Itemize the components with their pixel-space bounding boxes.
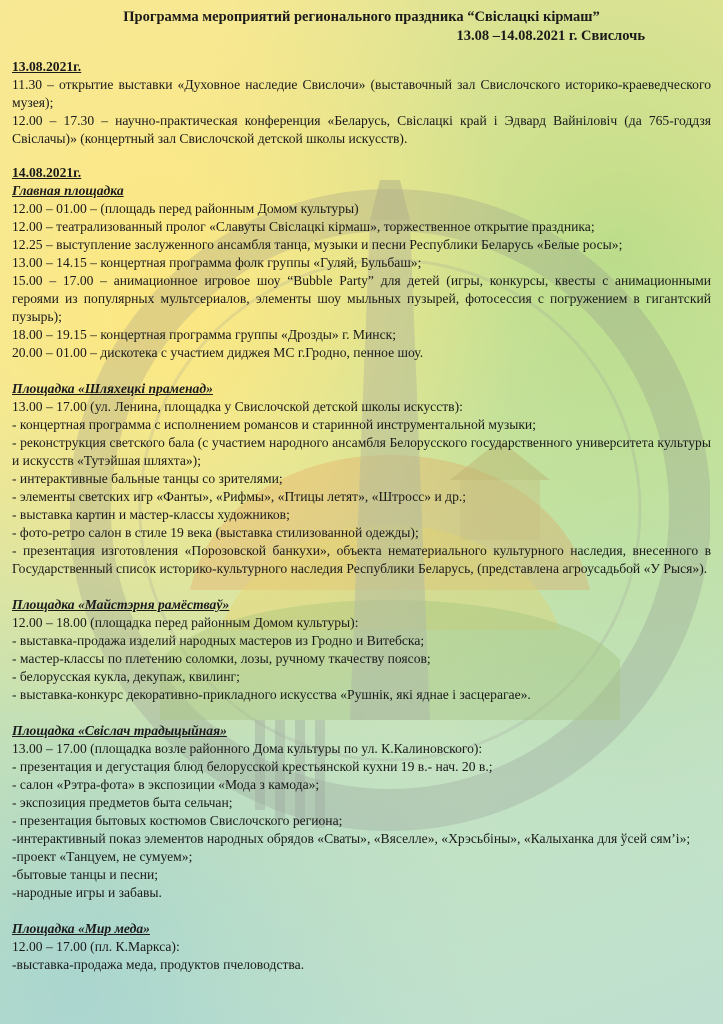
day1-item: 11.30 – открытие выставки «Духовное наследие Свислочи» (выставочный зал Свислочского историко-краеведческого музея); [12,77,711,110]
venue-shlyakhetski-item: - интерактивные бальные танцы со зрителями; [12,471,283,486]
venue-maisternia-item: - белорусская кукла, декупаж, квилинг; [12,669,240,684]
venue-main-item: 12.00 – театрализованный пролог «Славуты Свіслацкі кірмаш», торжественное открытие праздника; [12,219,595,234]
venue-main-item: 15.00 – 17.00 – анимационное игровое шоу “Bubble Party” для детей (игры, конкурсы, квесты с анимационными героями из популярных мультсериалов, элементы шоу мыльных пузырей, фотосессия с погружением в гигантский пузырь); [12,273,711,324]
venue-shlyakhetski-item: - презентация изготовления «Порозовской банкухи», объекта нематериального культурного наследия, внесенного в Государственный список историко-культурного наследия Республики Беларусь, (представлена агроусадьбой «У Рыся»). [12,543,711,576]
venue-shlyakhetski-item: - фото-ретро салон в стиле 19 века (выставка стилизованной одежды); [12,525,419,540]
venue-traditional-item: -бытовые танцы и песни; [12,867,159,882]
venue-maisternia-item: 12.00 – 18.00 (площадка перед районным Домом культуры): [12,615,359,630]
venue-honey-title: Площадка «Мир меда» [12,921,150,936]
venue-main-item: 12.25 – выступление заслуженного ансамбля танца, музыки и песни Республики Беларусь «Белые росы»; [12,237,623,252]
venue-main-item: 18.00 – 19.15 – концертная программа группы «Дрозды» г. Минск; [12,327,396,342]
venue-traditional-item: 13.00 – 17.00 (площадка возле районного Дома культуры по ул. К.Калиновского): [12,741,483,756]
venue-honey-item: 12.00 – 17.00 (пл. К.Маркса): [12,939,180,954]
event-dates-location: 13.08 –14.08.2021 г. Свислочь [456,28,645,44]
venue-maisternia-item: - выставка-продажа изделий народных мастеров из Гродно и Витебска; [12,633,425,648]
venue-traditional-item: -проект «Танцуем, не сумуем»; [12,849,193,864]
day1-date: 13.08.2021г. [12,59,82,74]
venue-traditional-item: - презентация бытовых костюмов Свислочского региона; [12,813,343,828]
venue-maisternia-item: - мастер-классы по плетению соломки, лозы, ручному ткачеству поясов; [12,651,431,666]
venue-traditional-title: Площадка «Свіслач традыцыйная» [12,723,227,738]
venue-main-title: Главная площадка [12,183,124,198]
venue-shlyakhetski-item: - концертная программа с исполнением романсов и старинной инструментальной музыки; [12,417,536,432]
venue-shlyakhetski-item: - реконструкция светского бала (с участием народного ансамбля Белорусского государственного университета культуры и искусств «Тутэйшая шляхта»); [12,435,711,468]
venue-shlyakhetski-item: - выставка картин и мастер-классы художников; [12,507,290,522]
venue-main-item: 13.00 – 14.15 – концертная программа фолк группы «Гуляй, Бульбаш»; [12,255,422,270]
day1-item: 12.00 – 17.30 – научно-практическая конференция «Беларусь, Свіслацкі край і Эдвард Вайніловіч (да 765-годдзя Свіслачы)» (концертный зал Свислочской детской школы искусств). [12,113,711,146]
venue-maisternia-item: - выставка-конкурс декоративно-прикладного искусства «Рушнік, які яднае і засцерагае». [12,687,531,702]
venue-shlyakhetski-item: - элементы светских игр «Фанты», «Рифмы», «Птицы летят», «Штросс» и др.; [12,489,467,504]
venue-traditional-item: -народные игры и забавы. [12,885,162,900]
venue-honey-item: -выставка-продажа меда, продуктов пчеловодства. [12,957,305,972]
venue-traditional-item: - презентация и дегустация блюд белорусской крестьянской кухни 19 в.- нач. 20 в.; [12,759,493,774]
day2-date: 14.08.2021г. [12,165,82,180]
venue-main-item: 20.00 – 01.00 – дискотека с участием диджея МС г.Гродно, пенное шоу. [12,345,424,360]
page-title: Программа мероприятий регионального праздника “Свіслацкі кірмаш” [123,9,600,25]
venue-traditional-item: -интерактивный показ элементов народных обрядов «Сваты», «Вяселле», «Хрэсьбіны», «Калыханка для ўсей сям’і»; [12,831,691,846]
venue-shlyakhetski-title: Площадка «Шляхецкі праменад» [12,381,213,396]
venue-maisternia-title: Площадка «Майстэрня рамёстваў» [12,597,230,612]
venue-shlyakhetski-item: 13.00 – 17.00 (ул. Ленина, площадка у Свислочской детской школы искусств): [12,399,463,414]
venue-traditional-item: - салон «Рэтра-фота» в экспозиции «Мода з камода»; [12,777,320,792]
venue-main-item: 12.00 – 01.00 – (площадь перед районным Домом культуры) [12,201,359,216]
venue-traditional-item: - экспозиция предметов быта сельчан; [12,795,233,810]
